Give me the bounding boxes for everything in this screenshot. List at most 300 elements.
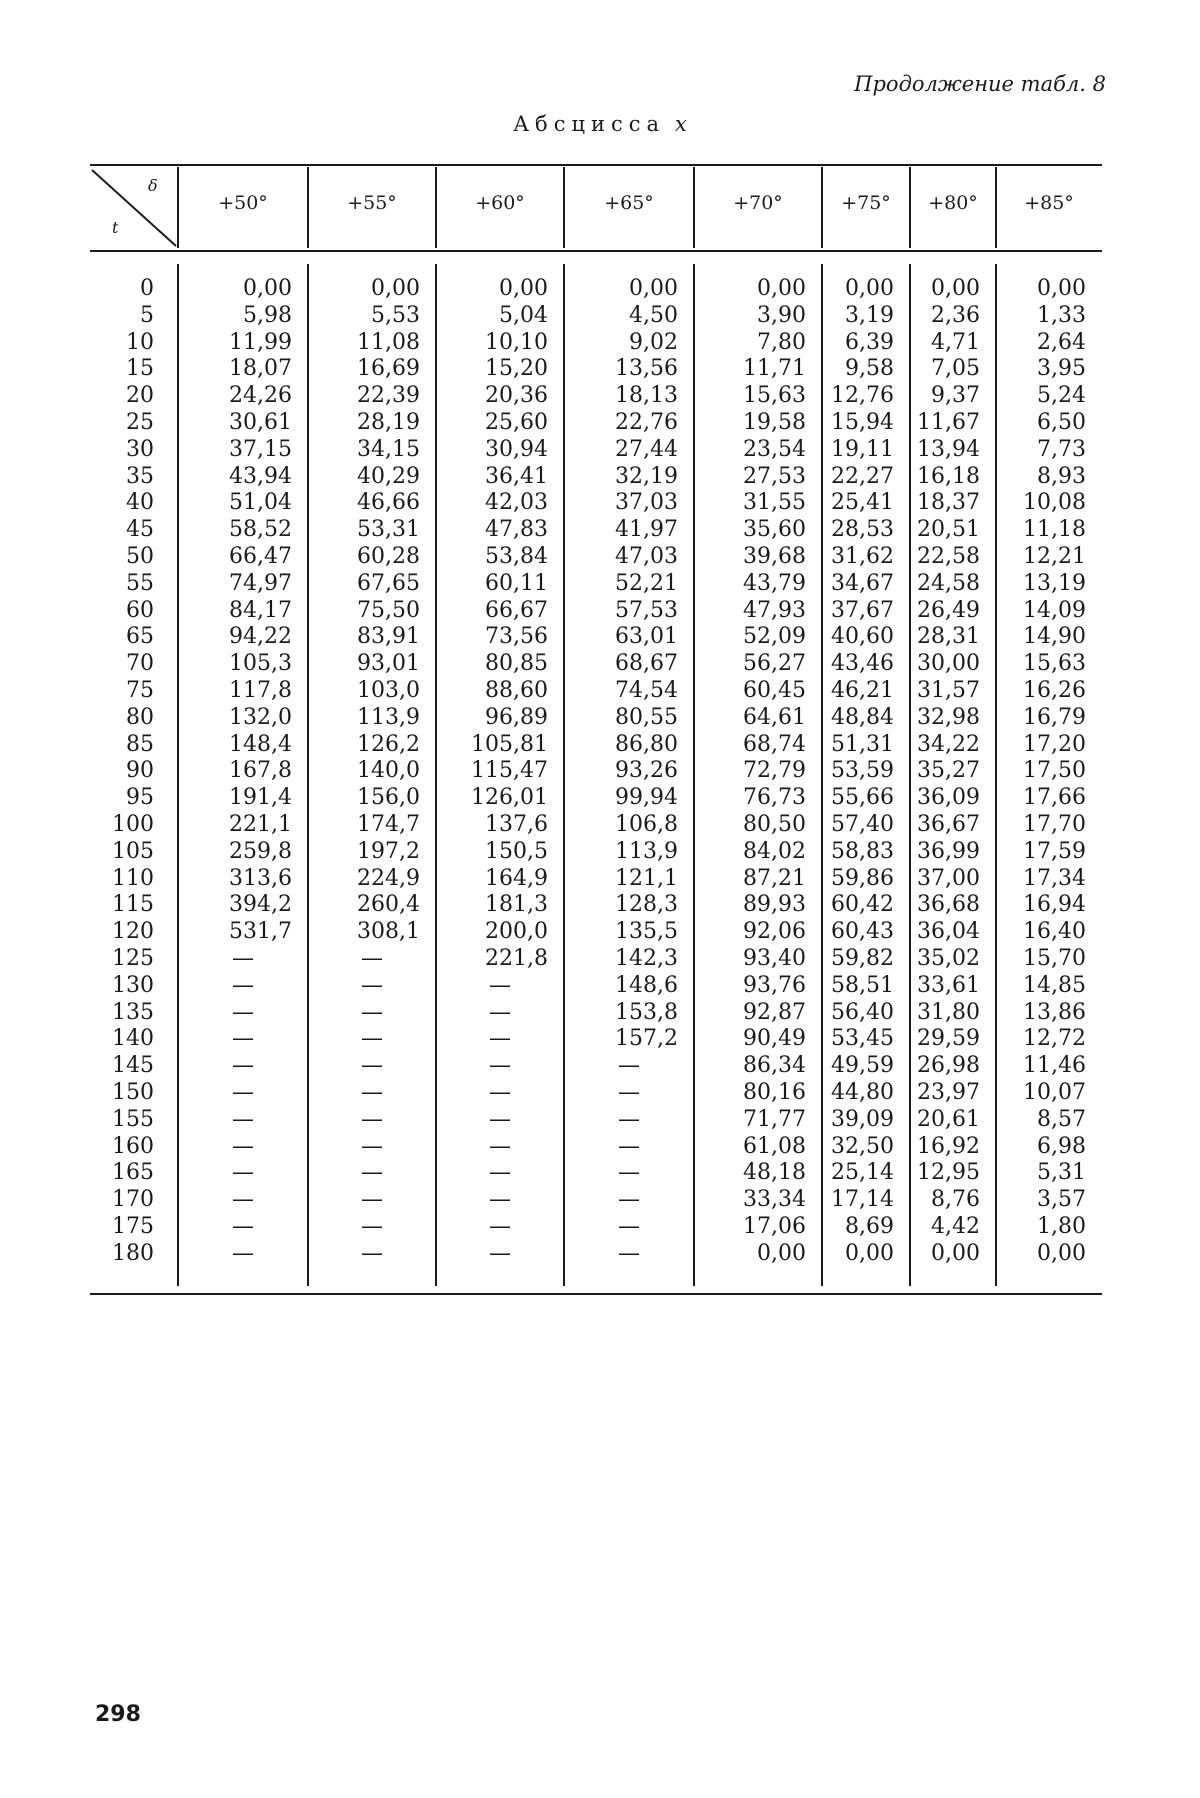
value-cell: — [618,1053,640,1079]
value-cell: 308,1 [357,919,420,945]
value-cell: 17,06 [743,1213,806,1239]
value-cell: 36,67 [917,811,980,837]
value-cell: 44,80 [831,1079,894,1105]
value-cell: 31,80 [917,999,980,1025]
value-cell: — [232,1160,254,1186]
value-cell: 26,98 [917,1053,980,1079]
value-cell: — [489,1240,511,1266]
value-cell: 92,87 [743,999,806,1025]
value-cell: 8,76 [931,1187,980,1213]
column-header-delta-65: +65° [604,192,654,214]
value-cell: 0,00 [1037,1240,1086,1266]
value-cell: — [361,945,383,971]
value-cell: 0,00 [757,1240,806,1266]
value-cell: 394,2 [229,892,292,918]
value-cell: 5,04 [499,302,548,328]
value-cell: 24,26 [229,383,292,409]
value-cell: 49,59 [831,1053,894,1079]
t-value-cell: 115 [112,892,154,918]
value-cell: 24,58 [917,570,980,596]
value-cell: 84,17 [229,597,292,623]
value-cell: — [489,1160,511,1186]
value-cell: 0,00 [243,276,292,301]
value-cell: 3,19 [845,302,894,328]
value-cell: 17,20 [1023,731,1086,757]
t-value-cell: 15 [126,356,154,382]
value-cell: 86,34 [743,1053,806,1079]
value-cell: 34,15 [357,436,420,462]
table-bottom-rule [90,1293,1102,1295]
value-cell: 30,94 [485,436,548,462]
value-cell: 37,00 [917,865,980,891]
value-cell: 4,50 [629,302,678,328]
value-cell: 30,61 [229,409,292,435]
value-cell: 68,67 [615,651,678,677]
value-cell: 148,6 [615,972,678,998]
value-cell: 7,73 [1037,436,1086,462]
value-cell: 313,6 [229,865,292,891]
value-cell: 191,4 [229,785,292,811]
value-cell: 52,21 [615,570,678,596]
value-cell: 61,08 [743,1133,806,1159]
value-cell: 93,76 [743,972,806,998]
value-cell: 56,27 [743,651,806,677]
corner-t-label: t [112,218,119,237]
value-cell: 260,4 [357,892,420,918]
value-cell: 23,97 [917,1079,980,1105]
value-cell: 43,46 [831,651,894,677]
value-cell: 2,64 [1037,329,1086,355]
value-cell: 17,50 [1023,758,1086,784]
value-cell: 37,67 [831,597,894,623]
table-header-rule [90,250,1102,252]
t-value-cell: 100 [112,811,154,837]
value-cell: 5,24 [1037,383,1086,409]
value-cell: 3,57 [1037,1187,1086,1213]
value-cell: — [618,1240,640,1266]
value-cell: 0,00 [931,276,980,301]
value-cell: — [361,999,383,1025]
value-cell: 0,00 [931,1240,980,1266]
value-cell: 18,37 [917,490,980,516]
value-cell: 73,56 [485,624,548,650]
value-cell: 105,81 [471,731,548,757]
value-cell: 12,21 [1023,543,1086,569]
value-cell: 37,15 [229,436,292,462]
column-values-delta-70 [694,276,806,1267]
value-cell: 11,18 [1023,517,1086,543]
value-cell: 17,66 [1023,785,1086,811]
value-cell: 66,67 [485,597,548,623]
value-cell: 72,79 [743,758,806,784]
t-value-cell: 60 [126,597,154,623]
value-cell: 8,57 [1037,1106,1086,1132]
value-cell: 57,53 [615,597,678,623]
value-cell: 43,79 [743,570,806,596]
column-header-delta-75: +75° [841,192,891,214]
value-cell: — [232,972,254,998]
value-cell: 27,53 [743,463,806,489]
value-cell: 22,76 [615,409,678,435]
value-cell: 6,39 [845,329,894,355]
column-header-delta-70: +70° [733,192,783,214]
value-cell: 67,65 [357,570,420,596]
column-values-delta-80 [910,276,980,1267]
value-cell: 93,40 [743,945,806,971]
t-value-cell: 5 [140,302,154,328]
t-value-cell: 45 [126,517,154,543]
value-cell: 60,43 [831,919,894,945]
t-value-cell: 145 [112,1053,154,1079]
value-cell: 103,0 [357,677,420,703]
value-cell: 37,03 [615,490,678,516]
t-value-cell: 0 [140,276,154,301]
value-cell: 9,02 [629,329,678,355]
value-cell: 93,01 [357,651,420,677]
column-header-delta-85: +85° [1024,192,1074,214]
value-cell: 174,7 [357,811,420,837]
value-cell: 59,82 [831,945,894,971]
value-cell: 80,85 [485,651,548,677]
value-cell: 75,50 [357,597,420,623]
column-values-delta-85 [996,276,1086,1267]
value-cell: 224,9 [357,865,420,891]
value-cell: 41,97 [615,517,678,543]
value-cell: 12,76 [831,383,894,409]
value-cell: 17,59 [1023,838,1086,864]
value-cell: 83,91 [357,624,420,650]
value-cell: 39,68 [743,543,806,569]
value-cell: 40,60 [831,624,894,650]
value-cell: — [232,1187,254,1213]
t-value-cell: 120 [112,919,154,945]
continuation-note: Продолжение табл. 8 [854,72,1106,96]
value-cell: 18,07 [229,356,292,382]
value-cell: 48,84 [831,704,894,730]
value-cell: 13,56 [615,356,678,382]
value-cell: 3,95 [1037,356,1086,382]
value-cell: 36,04 [917,919,980,945]
value-cell: 6,50 [1037,409,1086,435]
value-cell: 80,50 [743,811,806,837]
t-value-cell: 90 [126,758,154,784]
value-cell: 128,3 [615,892,678,918]
value-cell: 17,14 [831,1187,894,1213]
value-cell: 57,40 [831,811,894,837]
value-cell: 11,08 [357,329,420,355]
value-cell: — [232,1053,254,1079]
value-cell: 221,8 [485,945,548,971]
value-cell: 60,11 [485,570,548,596]
value-cell: 126,01 [471,785,548,811]
t-value-cell: 155 [112,1106,154,1132]
t-value-cell: 95 [126,785,154,811]
column-values-delta-75 [822,276,894,1267]
value-cell: 5,98 [243,302,292,328]
value-cell: 18,13 [615,383,678,409]
value-cell: 14,85 [1023,972,1086,998]
value-cell: — [361,1240,383,1266]
t-value-cell: 180 [112,1240,154,1266]
value-cell: 2,36 [931,302,980,328]
t-value-cell: 135 [112,999,154,1025]
value-cell: 90,49 [743,1026,806,1052]
value-cell: 105,3 [229,651,292,677]
value-cell: 5,53 [371,302,420,328]
value-cell: 58,51 [831,972,894,998]
value-cell: 1,80 [1037,1213,1086,1239]
t-value-cell: 70 [126,651,154,677]
page-number: 298 [95,1702,141,1727]
value-cell: 14,90 [1023,624,1086,650]
value-cell: 32,19 [615,463,678,489]
value-cell: 31,55 [743,490,806,516]
t-value-cell: 165 [112,1160,154,1186]
value-cell: 167,8 [229,758,292,784]
value-cell: — [361,1079,383,1105]
value-cell: 36,09 [917,785,980,811]
value-cell: 35,60 [743,517,806,543]
value-cell: — [232,945,254,971]
value-cell: 16,26 [1023,677,1086,703]
value-cell: — [232,1026,254,1052]
value-cell: 36,41 [485,463,548,489]
value-cell: 14,09 [1023,597,1086,623]
t-value-cell: 10 [126,329,154,355]
value-cell: 25,41 [831,490,894,516]
value-cell: 4,42 [931,1213,980,1239]
value-cell: 56,40 [831,999,894,1025]
column-header-delta-55: +55° [347,192,397,214]
value-cell: 11,71 [743,356,806,382]
value-cell: 9,58 [845,356,894,382]
value-cell: 80,55 [615,704,678,730]
value-cell: 16,69 [357,356,420,382]
value-cell: 46,66 [357,490,420,516]
value-cell: 15,94 [831,409,894,435]
value-cell: 0,00 [1037,276,1086,301]
value-cell: 53,31 [357,517,420,543]
column-t-values [90,276,154,1267]
value-cell: 10,10 [485,329,548,355]
column-values-delta-55 [308,276,420,1267]
corner-delta-label: δ [148,176,158,195]
value-cell: 51,04 [229,490,292,516]
value-cell: 6,98 [1037,1133,1086,1159]
value-cell: 10,07 [1023,1079,1086,1105]
t-value-cell: 55 [126,570,154,596]
value-cell: 64,61 [743,704,806,730]
value-cell: 113,9 [615,838,678,864]
column-values-delta-65 [564,276,678,1267]
value-cell: 27,44 [615,436,678,462]
value-cell: 142,3 [615,945,678,971]
value-cell: — [232,999,254,1025]
t-value-cell: 75 [126,677,154,703]
value-cell: 4,71 [931,329,980,355]
value-cell: — [361,972,383,998]
value-cell: 7,05 [931,356,980,382]
value-cell: 113,9 [357,704,420,730]
value-cell: 132,0 [229,704,292,730]
t-value-cell: 150 [112,1079,154,1105]
value-cell: 96,89 [485,704,548,730]
value-cell: 99,94 [615,785,678,811]
value-cell: 25,60 [485,409,548,435]
t-value-cell: 130 [112,972,154,998]
value-cell: 9,37 [931,383,980,409]
value-cell: — [361,1160,383,1186]
value-cell: 80,16 [743,1079,806,1105]
value-cell: 66,47 [229,543,292,569]
value-cell: 1,33 [1037,302,1086,328]
value-cell: 43,94 [229,463,292,489]
value-cell: 60,42 [831,892,894,918]
value-cell: — [489,1187,511,1213]
column-values-delta-60 [436,276,548,1267]
value-cell: 88,60 [485,677,548,703]
value-cell: 13,86 [1023,999,1086,1025]
value-cell: 181,3 [485,892,548,918]
value-cell: 71,77 [743,1106,806,1132]
value-cell: 12,95 [917,1160,980,1186]
value-cell: 93,26 [615,758,678,784]
value-cell: 86,80 [615,731,678,757]
value-cell: 0,00 [845,1240,894,1266]
value-cell: 221,1 [229,811,292,837]
value-cell: 20,36 [485,383,548,409]
value-cell: — [618,1106,640,1132]
column-header-delta-80: +80° [928,192,978,214]
value-cell: — [489,1053,511,1079]
value-cell: 20,61 [917,1106,980,1132]
value-cell: — [361,1133,383,1159]
column-header-delta-60: +60° [475,192,525,214]
value-cell: 140,0 [357,758,420,784]
value-cell: 55,66 [831,785,894,811]
t-value-cell: 20 [126,383,154,409]
value-cell: 8,93 [1037,463,1086,489]
value-cell: 16,18 [917,463,980,489]
t-value-cell: 35 [126,463,154,489]
value-cell: 68,74 [743,731,806,757]
value-cell: 33,61 [917,972,980,998]
value-cell: 33,34 [743,1187,806,1213]
value-cell: 48,18 [743,1160,806,1186]
value-cell: 0,00 [629,276,678,301]
t-value-cell: 85 [126,731,154,757]
t-value-cell: 140 [112,1026,154,1052]
value-cell: — [361,1187,383,1213]
value-cell: 25,14 [831,1160,894,1186]
t-value-cell: 160 [112,1133,154,1159]
value-cell: 135,5 [615,919,678,945]
value-cell: 74,54 [615,677,678,703]
value-cell: — [361,1213,383,1239]
t-value-cell: 80 [126,704,154,730]
value-cell: 28,19 [357,409,420,435]
corner-diagonal-line [90,166,178,250]
value-cell: 74,97 [229,570,292,596]
value-cell: 121,1 [615,865,678,891]
value-cell: 15,70 [1023,945,1086,971]
value-cell: 58,83 [831,838,894,864]
value-cell: 0,00 [845,276,894,301]
value-cell: 19,11 [831,436,894,462]
value-cell: — [489,1079,511,1105]
value-cell: 0,00 [371,276,420,301]
value-cell: 13,19 [1023,570,1086,596]
value-cell: — [232,1240,254,1266]
value-cell: 153,8 [615,999,678,1025]
value-cell: — [489,972,511,998]
value-cell: — [489,1026,511,1052]
value-cell: 31,62 [831,543,894,569]
table-top-rule [90,164,1102,166]
value-cell: 16,40 [1023,919,1086,945]
value-cell: 22,39 [357,383,420,409]
value-cell: — [618,1160,640,1186]
value-cell: 35,27 [917,758,980,784]
value-cell: 19,58 [743,409,806,435]
value-cell: 87,21 [743,865,806,891]
value-cell: 32,98 [917,704,980,730]
value-cell: 8,69 [845,1213,894,1239]
table-title [0,112,1200,136]
value-cell: 58,52 [229,517,292,543]
column-header-delta-50: +50° [218,192,268,214]
value-cell: 106,8 [615,811,678,837]
value-cell: — [489,999,511,1025]
value-cell: 53,84 [485,543,548,569]
t-value-cell: 40 [126,490,154,516]
table-corner-cell [90,166,178,250]
value-cell: 15,20 [485,356,548,382]
value-cell: 164,9 [485,865,548,891]
value-cell: 53,59 [831,758,894,784]
value-cell: 115,47 [471,758,548,784]
value-cell: — [232,1079,254,1105]
value-cell: 11,67 [917,409,980,435]
value-cell: 47,93 [743,597,806,623]
value-cell: 60,28 [357,543,420,569]
table-title-text: Абсцисса [513,112,665,136]
value-cell: 22,58 [917,543,980,569]
value-cell: — [361,1026,383,1052]
value-cell: — [489,1106,511,1132]
value-cell: 47,83 [485,517,548,543]
t-value-cell: 30 [126,436,154,462]
value-cell: — [618,1213,640,1239]
value-cell: 16,79 [1023,704,1086,730]
value-cell: — [232,1133,254,1159]
value-cell: 42,03 [485,490,548,516]
value-cell: 148,4 [229,731,292,757]
t-value-cell: 110 [112,865,154,891]
value-cell: 150,5 [485,838,548,864]
value-cell: 59,86 [831,865,894,891]
value-cell: 531,7 [229,919,292,945]
t-value-cell: 25 [126,409,154,435]
value-cell: 34,22 [917,731,980,757]
value-cell: 137,6 [485,811,548,837]
value-cell: 126,2 [357,731,420,757]
value-cell: 94,22 [229,624,292,650]
value-cell: 23,54 [743,436,806,462]
value-cell: 13,94 [917,436,980,462]
table-title-variable: x [675,112,687,136]
value-cell: 7,80 [757,329,806,355]
